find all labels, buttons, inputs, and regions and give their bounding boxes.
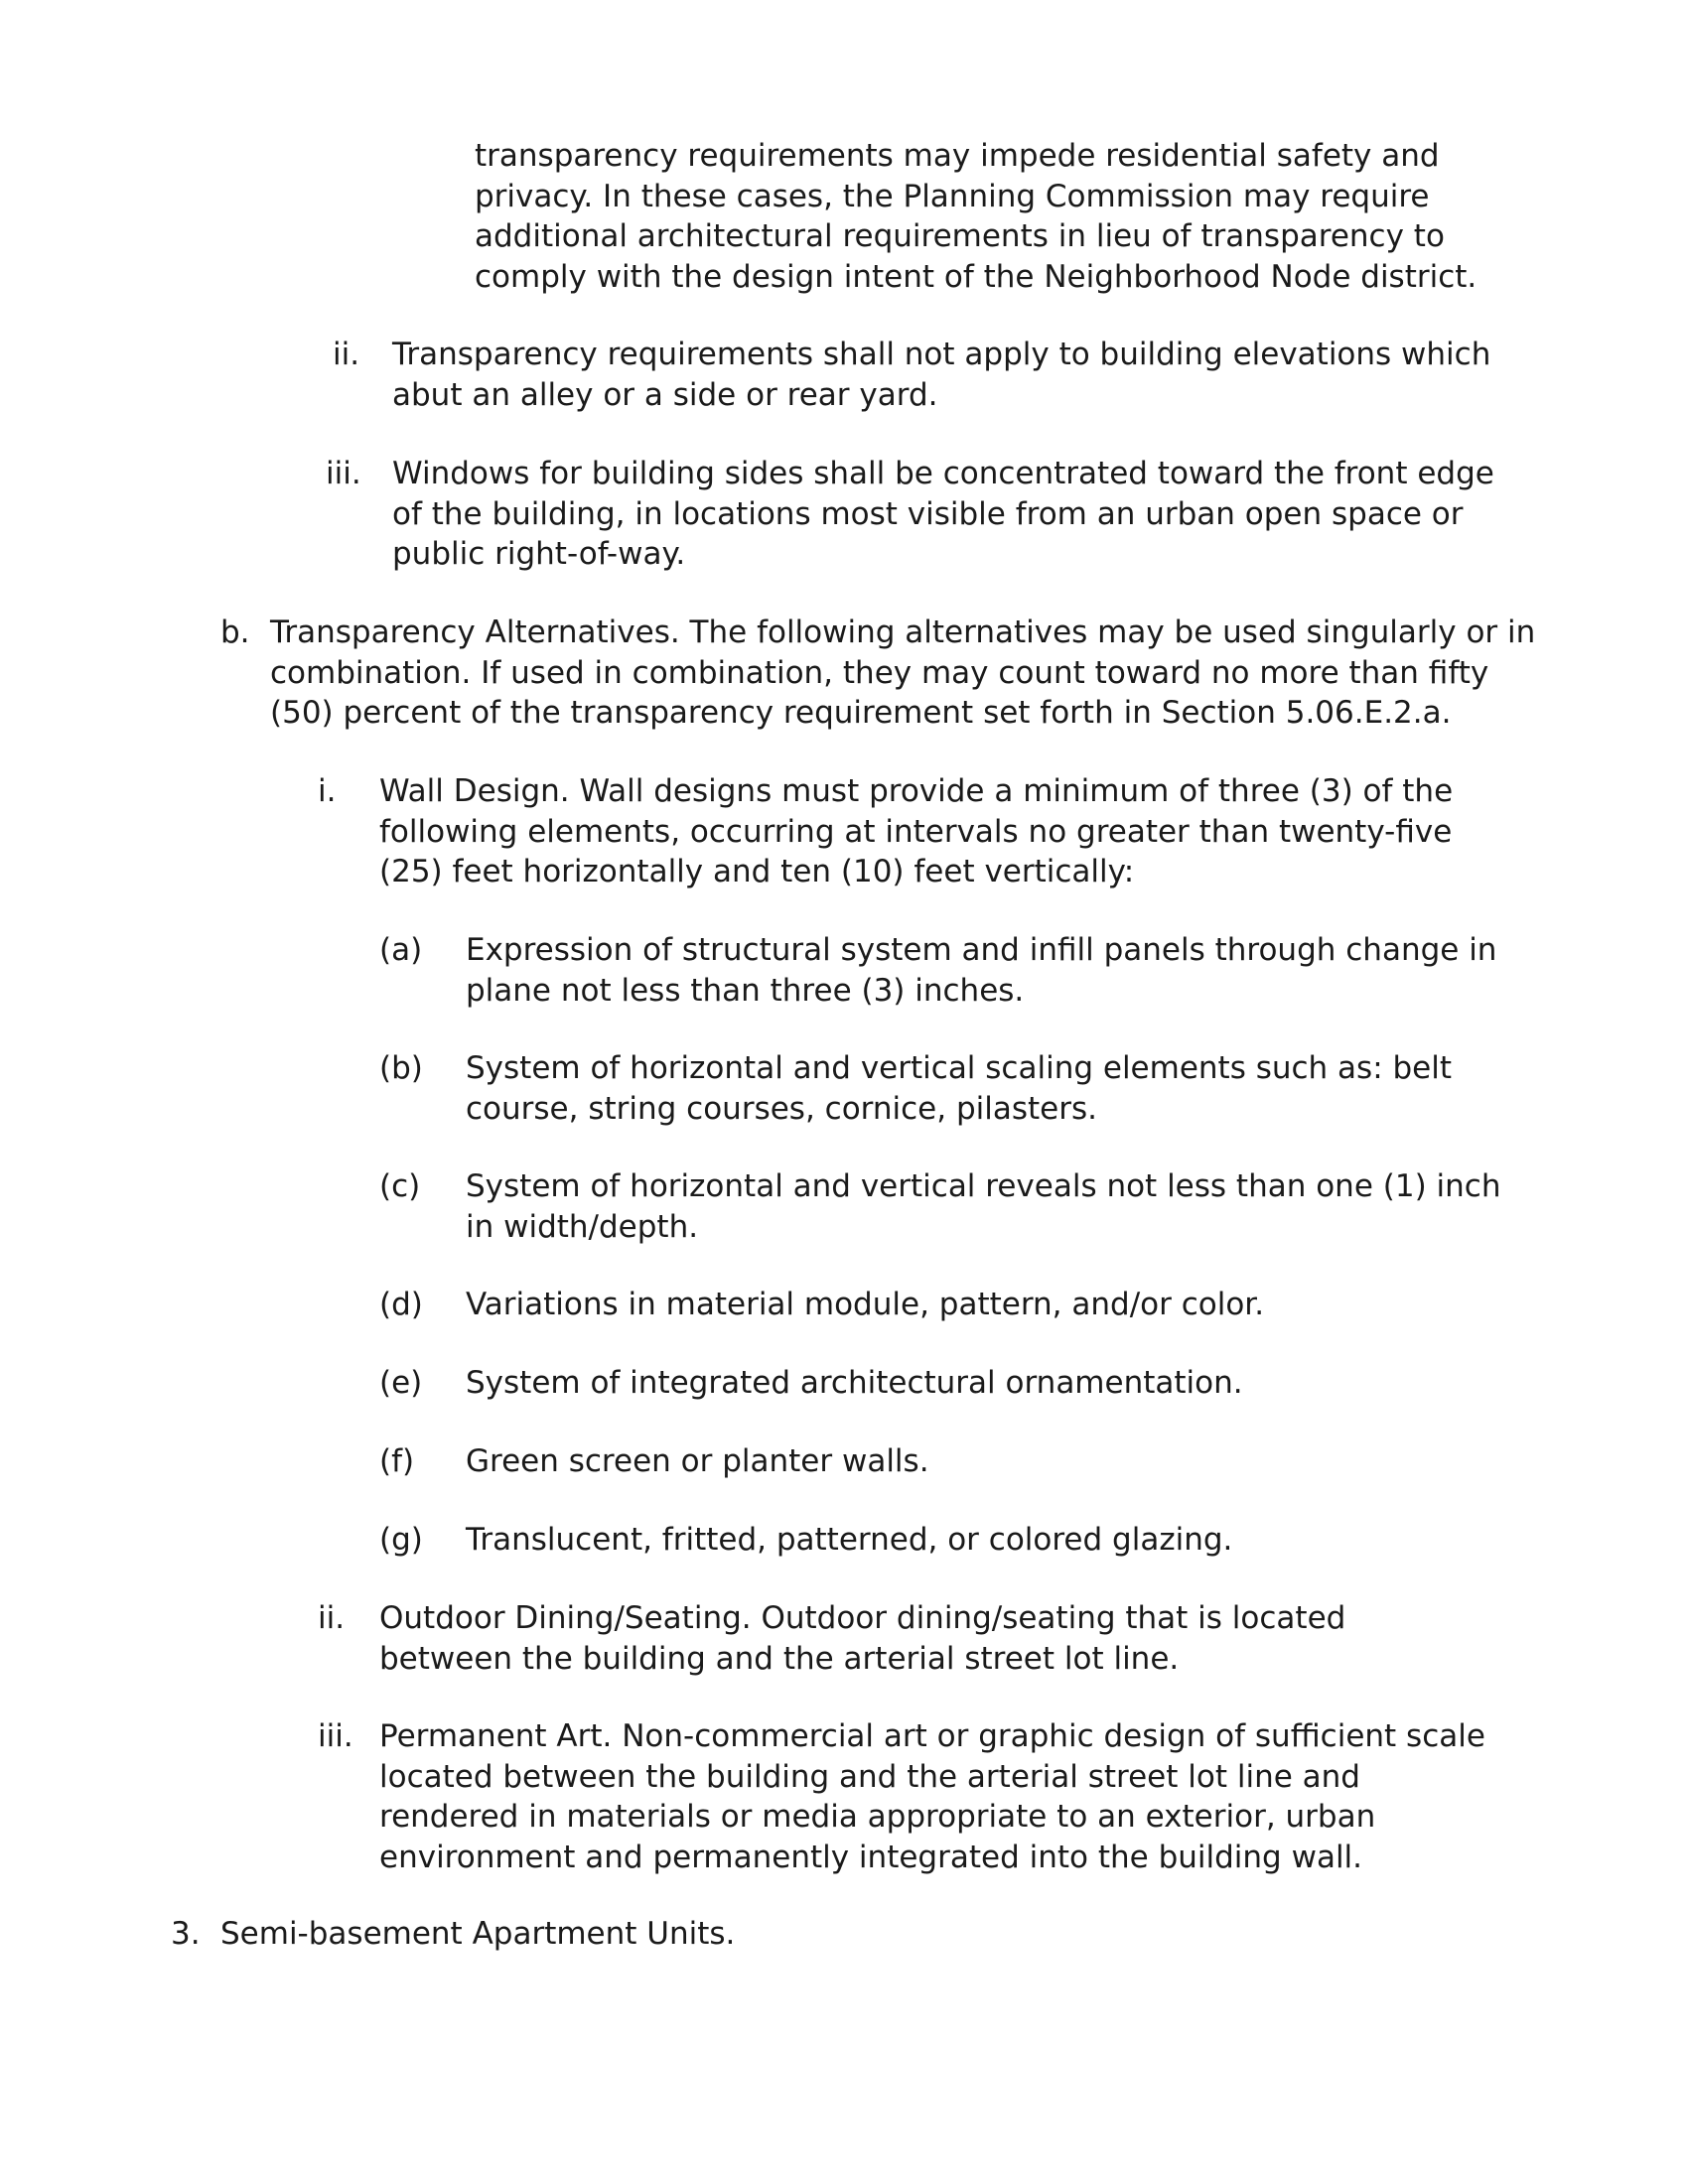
- section-3: [171, 1914, 735, 1955]
- sublist-marker: (c): [379, 1168, 421, 1204]
- item-line: rendered in materials or media appropriate to an exterior, urban: [379, 1799, 1376, 1835]
- section-line: Transparency Alternatives. The following alternatives may be used singularly or in: [270, 614, 1536, 650]
- item-line: Transparency requirements shall not apply to building elevations which: [392, 337, 1491, 372]
- list-item-b-iii: [318, 1716, 1485, 1877]
- wall-element-d: [379, 1285, 1264, 1325]
- sublist-marker: (g): [379, 1522, 423, 1558]
- sublist-marker: (e): [379, 1365, 423, 1401]
- item-line: Wall Design. Wall designs must provide a minimum of three (3) of the: [379, 773, 1454, 809]
- wall-element-c: [379, 1166, 1500, 1247]
- item-line: between the building and the arterial street lot line.: [379, 1640, 1180, 1677]
- paragraph-line: additional architectural requirements in lieu of transparency to: [475, 218, 1445, 254]
- sublist-line: in width/depth.: [466, 1208, 699, 1245]
- section-line: (50) percent of the transparency requirement set forth in Section 5.06.E.2.a.: [270, 695, 1452, 731]
- list-marker: i.: [318, 773, 337, 809]
- sublist-marker: (b): [379, 1050, 423, 1086]
- sublist-line: Variations in material module, pattern, and/or color.: [466, 1287, 1265, 1322]
- list-item-a-iii: [326, 454, 1494, 575]
- sublist-line: Translucent, fritted, patterned, or colored glazing.: [466, 1522, 1233, 1558]
- list-item-b-ii: [318, 1598, 1345, 1679]
- list-marker: ii.: [318, 1600, 346, 1636]
- item-line: environment and permanently integrated into the building wall.: [379, 1839, 1363, 1875]
- sublist-marker: (d): [379, 1287, 423, 1322]
- item-line: Windows for building sides shall be concentrated toward the front edge: [392, 456, 1494, 491]
- sublist-line: plane not less than three (3) inches.: [466, 972, 1025, 1009]
- item-line: following elements, occurring at intervals no greater than twenty-five: [379, 813, 1453, 850]
- section-marker: b.: [220, 614, 250, 650]
- item-line: Outdoor Dining/Seating. Outdoor dining/seating that is located: [379, 1600, 1346, 1636]
- sublist-line: Expression of structural system and infill panels through change in: [466, 932, 1497, 968]
- paragraph-line: comply with the design intent of the Neighborhood Node district.: [475, 258, 1477, 295]
- sublist-line: System of integrated architectural ornamentation.: [466, 1365, 1243, 1401]
- section-line: combination. If used in combination, they may count toward no more than fifty: [270, 654, 1489, 691]
- wall-element-b: [379, 1048, 1452, 1129]
- list-marker: iii.: [326, 456, 361, 491]
- item-line: public right-of-way.: [392, 536, 686, 572]
- sublist-line: course, string courses, cornice, pilasters.: [466, 1090, 1097, 1127]
- section-heading: Semi-basement Apartment Units.: [220, 1916, 736, 1952]
- sublist-marker: (a): [379, 932, 423, 968]
- sublist-line: System of horizontal and vertical reveals not less than one (1) inch: [466, 1168, 1501, 1204]
- item-line: abut an alley or a side or rear yard.: [392, 376, 938, 413]
- item-line: (25) feet horizontally and ten (10) feet vertically:: [379, 854, 1135, 889]
- item-line: located between the building and the arterial street lot line and: [379, 1758, 1360, 1795]
- sublist-line: Green screen or planter walls.: [466, 1443, 929, 1479]
- wall-element-g: [379, 1520, 1232, 1561]
- wall-element-f: [379, 1441, 929, 1482]
- paragraph-line: transparency requirements may impede residential safety and: [475, 138, 1440, 174]
- section-b: [220, 613, 1535, 734]
- sublist-marker: (f): [379, 1443, 415, 1479]
- wall-element-a: [379, 930, 1496, 1011]
- list-marker: iii.: [318, 1718, 353, 1754]
- paragraph-line: privacy. In these cases, the Planning Commission may require: [475, 178, 1430, 214]
- list-marker: ii.: [333, 337, 360, 372]
- continuation-paragraph: [475, 136, 1477, 297]
- sublist-line: System of horizontal and vertical scaling elements such as: belt: [466, 1050, 1453, 1086]
- item-line: Permanent Art. Non-commercial art or graphic design of sufficient scale: [379, 1718, 1485, 1754]
- section-marker: 3.: [171, 1916, 201, 1952]
- item-line: of the building, in locations most visible from an urban open space or: [392, 495, 1464, 532]
- wall-element-e: [379, 1363, 1243, 1404]
- list-item-b-i: [318, 771, 1453, 892]
- list-item-a-ii: [333, 335, 1490, 415]
